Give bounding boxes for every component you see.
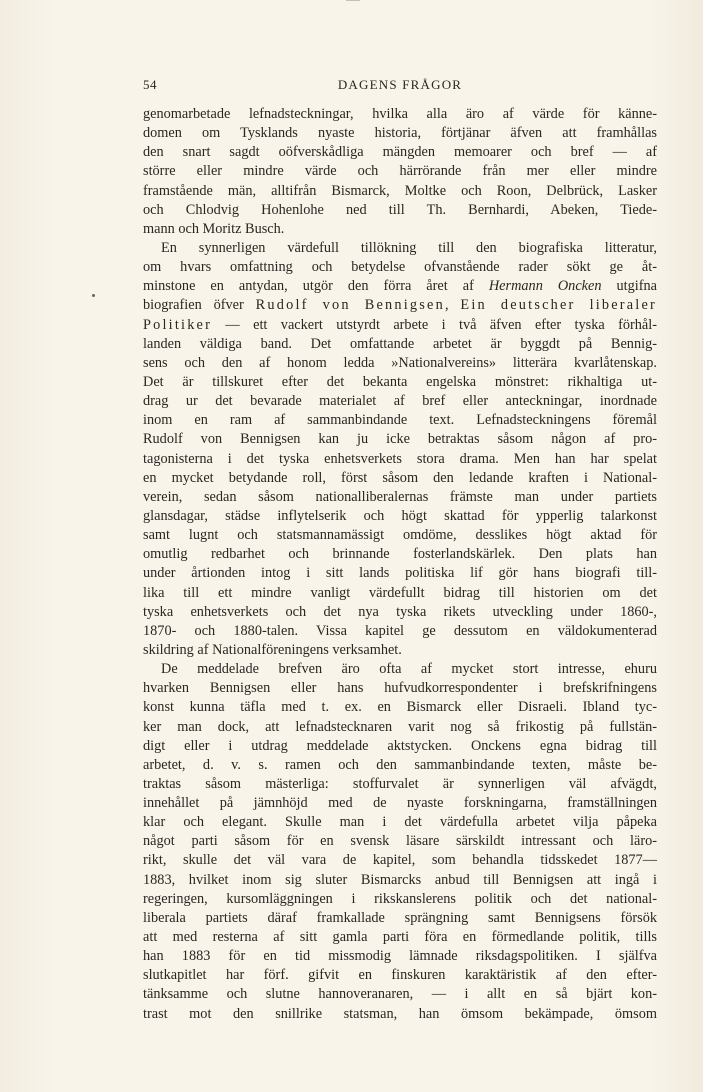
text-line: landen väldiga band. Det omfattande arbetet är byggdt på Bennig- [143,335,657,352]
text-line: domen om Tysklands nyaste historia, förtjänar äfven att framhållas [143,125,657,142]
page-header [143,77,657,93]
running-head: DAGENS FRÅGOR [337,77,463,92]
text-line: något parti såsom för en svensk läsare särskildt intressant och läro- [143,833,657,850]
text-line: 1870- och 1880-talen. Vissa kapitel ge dessutom en väldokumenterad [143,622,657,639]
text-line: tagonisterna i det tyska enhetsverkets stora drama. Men han har spelat [143,450,657,467]
spaced-title: Ein deutscher liberaler [460,297,657,314]
text-line: omutlig redbarhet och brinnande fosterlandskärlek. Den plats han [143,546,657,563]
text-line: drag ur det bevarade materialet af bref eller anteckningar, inordnade [143,393,657,410]
page-edge-mark [346,0,360,1]
text-line: liberala partiets däraf framkallade sprängning samt Bennigsens försök [143,909,657,926]
text-line: under årtionden intog i sitt lands politiska lif gör hans biografi till- [143,565,657,582]
text-line: tyska enhetsverkets och det nya tyska rikets utveckling under 1860-, [143,603,657,620]
text-line: En synnerligen värdefull tillökning till den biografiska litteratur, [161,239,657,256]
body-text [143,105,657,1024]
text-line: större eller mindre värde och härrörande från mer eller mindre [143,163,657,180]
margin-dot [92,294,95,297]
text-line: en mycket betydande roll, först såsom den ledande kraften i National- [143,469,657,486]
text-line: tänksamme och slutne hannoveranaren, — i allt en så bjärt kon- [143,986,657,1003]
text-line: klar och elegant. Skulle man i det värdefulla arbetet vilja påpeka [143,814,657,831]
text-line: att med resterna af sitt gamla parti föra en förmedlande politik, tills [143,929,657,946]
text-line: lika till ett mindre vanligt värdefullt bidrag till historien om det [143,584,657,601]
text-line: innehållet på jämnhöjd med de nyaste forskningarna, framställningen [143,795,657,812]
text-line: digt eller i utdrag meddelade aktstycken. Onckens egna bidrag till [143,737,657,754]
text-line: skildring af Nationalföreningens verksamhet. [143,641,402,658]
spaced-title: Politiker [143,316,213,333]
text-line: framstående män, alltifrån Bismarck, Moltke och Roon, Delbrück, Lasker [143,182,657,199]
text-line: traktas såsom mästerliga: stoffurvalet är synnerligen väl afvägdt, [143,775,657,792]
text-line: arbetet, d. v. s. ramen och den sammanbindande texten, måste be- [143,756,657,773]
text-line: 1883, hvilket inom sig sluter Bismarcks anbud till Bennigsen att ingå i [143,871,657,888]
text-line: inom en ram af sammanbindande text. Lefnadsteckningens föremål [143,412,657,429]
text-line: och Chlodvig Hohenlohe ned till Th. Bernhardi, Abeken, Tiede- [143,201,657,218]
italic-name: Hermann Oncken [488,278,602,295]
text-line: trast mot den snillrike statsman, han ömsom bekämpade, ömsom [143,1005,657,1022]
text-line: om hvars omfattning och betydelse ofvanstående rader sökt ge åt- [143,259,657,276]
page-number: 54 [143,77,157,92]
text-line: glansdagar, städse inflytelserik och högt skattad för ypperlig talarkonst [143,507,657,524]
text-line: regeringen, kursomläggningen i rikskanslerens politik och det national- [143,890,657,907]
text-line: rikt, skulle det väl vara de kapitel, som behandla tidsskedet 1877— [143,852,657,869]
text-line: De meddelade brefven äro ofta af mycket stort intresse, ehuru [161,661,657,678]
text-line: slutkapitlet har förf. gifvit en finskuren karaktäristik af den efter- [143,967,657,984]
text-line: den snart sagdt oöfverskådliga mängden memoarer och bref — af [143,144,657,161]
text-line: Rudolf von Bennigsen kan ju icke betraktas såsom någon af pro- [143,431,657,448]
spaced-title: Rudolf von Bennigsen [255,297,445,314]
text-line: ker man dock, att lefnadstecknaren varit nog så frikostig på fullstän- [143,718,657,735]
text-line: mann och Moritz Busch. [143,220,285,237]
text-line: Det är tillskuret efter det bekanta engelska mönstret: rikhaltiga ut- [143,373,657,390]
text-line: hvarken Bennigsen eller hans hufvudkorrespondenter i brefskrifningens [143,680,657,697]
text-line: han 1883 för en tid missmodig lämnade riksdagspolitiken. I själfva [143,948,657,965]
text-line: verein, sedan såsom nationalliberalernas främste man under partiets [143,488,657,505]
text-line: minstone en antydan, utgör den förra året af Hermann Oncken utgifna [143,278,657,295]
text-line: genomarbetade lefnadsteckningar, hvilka alla äro af värde för känne- [143,106,657,122]
text-line: samt lugnt och statsmannamässigt omdöme, desslikes högt aktad för [143,527,657,544]
text-line: Politiker — ett vackert utstyrdt arbete i två äfven efter tyska förhål- [143,316,657,333]
text-line: konst kunna täfla med t. ex. en Bismarck eller Disraeli. Ibland tyc- [143,699,657,716]
text-line: biografien öfver Rudolf von Bennigsen, Ein deutscher liberaler [143,297,657,314]
text-line: sens och den af honom ledda »Nationalvereins» litterära kvarlåtenskap. [143,354,657,371]
